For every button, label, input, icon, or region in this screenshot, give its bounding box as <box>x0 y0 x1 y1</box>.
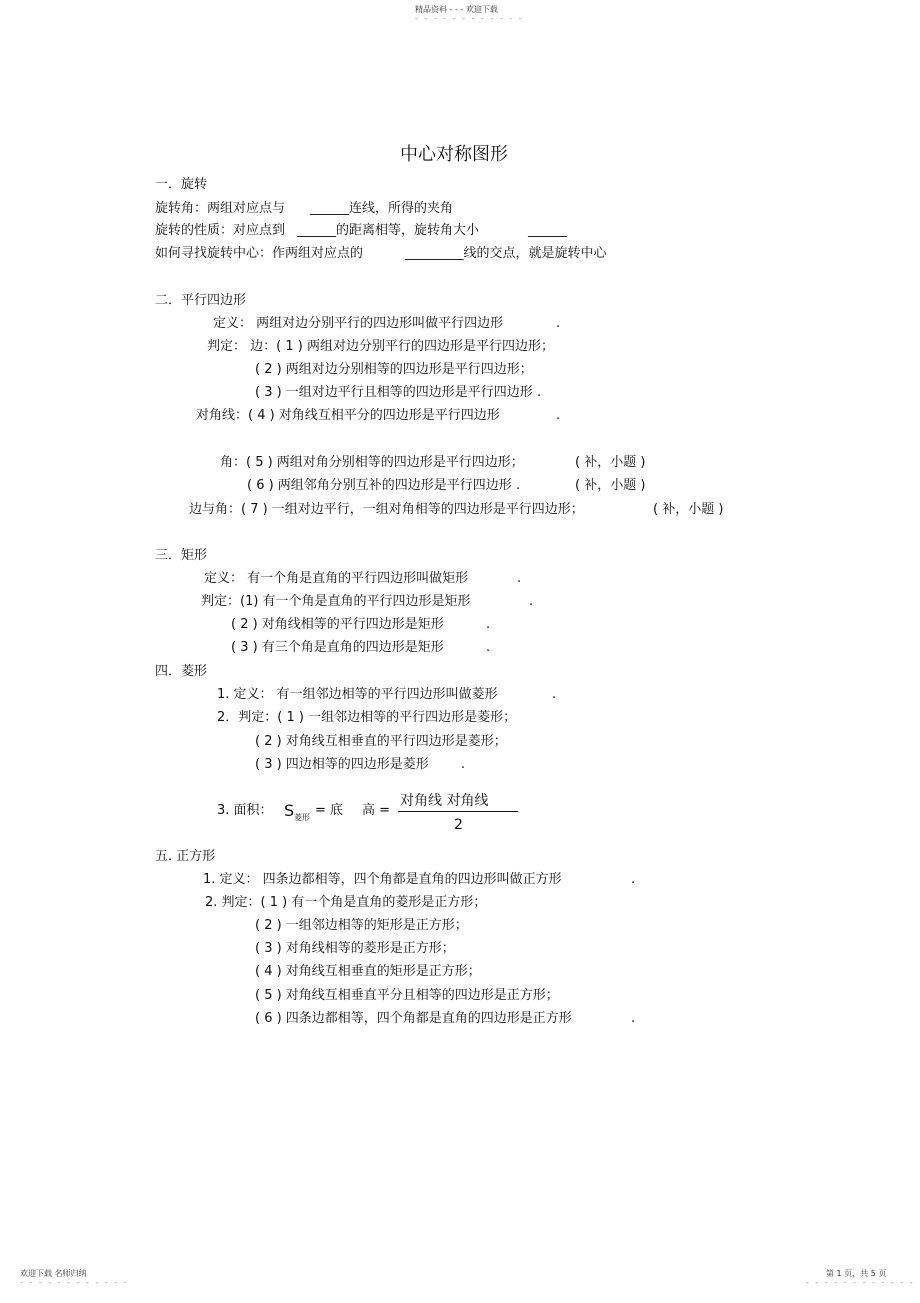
s2-definition-dot: . <box>556 316 561 331</box>
s2-judge-7: 边与角：( 7 ) 一组对边平行，一组对角相等的四边形是平行四边形； <box>189 502 584 517</box>
s2-judge-7-note: ( 补，小题 ) <box>653 502 724 517</box>
s1-line-3b: _________线的交点，就是旋转中心 <box>405 246 607 261</box>
s5-definition-dot: . <box>631 872 636 887</box>
section-2-heading: 二．平行四边形 <box>155 293 247 308</box>
footer-left-text: 欢迎下载 名师归纳 <box>20 1269 87 1278</box>
s2-judge-2: ( 2 ) 两组对边分别相等的四边形是平行四边形； <box>255 362 533 377</box>
page-header-dots: - - - - - - - - - - - - <box>415 14 524 23</box>
s1-line-2b: ______的距离相等，旋转角大小 <box>297 223 480 238</box>
s2-definition: 定义： 两组对边分别平行的四边形叫做平行四边形 <box>213 316 504 331</box>
s2-judge-4: 对角线：( 4 ) 对角线互相平分的四边形是平行四边形 <box>196 408 500 423</box>
s5-judge-4: ( 4 ) 对角线互相垂直的矩形是正方形； <box>255 964 481 979</box>
s3-definition: 定义： 有一个角是直角的平行四边形叫做矩形 <box>204 571 469 586</box>
s4-definition-dot: . <box>552 687 557 702</box>
section-3-heading: 三．矩形 <box>155 548 208 563</box>
footer-right-dots: - - - - - - - - - - - - <box>806 1278 915 1287</box>
s3-judge-1: 判定：(1) 有一个角是直角的平行四边形是矩形 <box>201 594 471 609</box>
s2-judge-3: ( 3 ) 一组对边平行且相等的四边形是平行四边形 . <box>255 385 542 400</box>
s3-judge-3-dot: . <box>486 640 491 655</box>
s5-judge-1: 2. 判定：( 1 ) 有一个角是直角的菱形是正方形； <box>205 895 487 910</box>
s2-judge-1: 判定： 边：( 1 ) 两组对边分别平行的四边形是平行四边形； <box>207 339 554 354</box>
s5-judge-5: ( 5 ) 对角线互相垂直平分且相等的四边形是正方形； <box>255 988 559 1003</box>
s2-judge-5-note: ( 补，小题 ) <box>575 455 646 470</box>
s3-definition-dot: . <box>517 571 522 586</box>
area-fraction-numerator: 对角线 对角线 <box>400 793 489 809</box>
s5-judge-2: ( 2 ) 一组邻边相等的矩形是正方形； <box>255 918 468 933</box>
s5-judge-3: ( 3 ) 对角线相等的菱形是正方形； <box>255 941 455 956</box>
s1-line-3a: 如何寻找旋转中心：作两组对应点的 <box>155 246 364 261</box>
s1-line-2a: 旋转的性质：对应点到 <box>155 223 286 238</box>
page-title: 中心对称图形 <box>400 144 508 165</box>
page-header-text: 精品资料 - - - 欢迎下载 <box>415 5 498 14</box>
s4-judge-3: ( 3 ) 四边相等的四边形是菱形 <box>255 757 429 772</box>
section-1-heading: 一．旋转 <box>155 177 208 192</box>
area-equals-base: = 底 <box>315 803 344 818</box>
s5-judge-6-dot: . <box>631 1011 636 1026</box>
s3-judge-2: ( 2 ) 对角线相等的平行四边形是矩形 <box>231 617 444 632</box>
area-equals-height: 高 = <box>362 803 391 818</box>
s4-judge-1: 2．判定：( 1 ) 一组邻边相等的平行四边形是菱形； <box>217 710 517 725</box>
s3-judge-3: ( 3 ) 有三个角是直角的四边形是矩形 <box>231 640 444 655</box>
area-fraction-denominator: 2 <box>454 817 463 833</box>
s2-judge-6-note: ( 补，小题 ) <box>575 478 646 493</box>
s2-judge-6: ( 6 ) 两组邻角分别互补的四边形是平行四边形 . <box>247 478 521 493</box>
s3-judge-1-dot: . <box>529 594 534 609</box>
s1-line-1b: ______连线，所得的夹角 <box>310 201 454 216</box>
section-5-heading: 五. 正方形 <box>155 849 216 864</box>
footer-page-number: 第 1 页，共 5 页 <box>826 1269 887 1278</box>
s5-definition: 1. 定义： 四条边都相等，四个角都是直角的四边形叫做正方形 <box>203 872 562 887</box>
area-fraction-bar <box>398 811 518 812</box>
area-symbol-s: S <box>284 801 295 820</box>
s4-definition: 1. 定义： 有一组邻边相等的平行四边形叫做菱形 <box>217 687 498 702</box>
section-4-heading: 四．菱形 <box>155 664 208 679</box>
s2-judge-4-dot: . <box>556 408 561 423</box>
s3-judge-2-dot: . <box>486 617 491 632</box>
s4-judge-2: ( 2 ) 对角线互相垂直的平行四边形是菱形； <box>255 734 507 749</box>
s2-judge-5: 角：( 5 ) 两组对角分别相等的四边形是平行四边形； <box>220 455 524 470</box>
s1-line-1a: 旋转角：两组对应点与 <box>155 201 286 216</box>
area-symbol-subscript: 菱形 <box>294 813 310 822</box>
s4-judge-3-dot: . <box>461 757 466 772</box>
s1-line-2c: ______ <box>528 223 567 238</box>
s5-judge-6: ( 6 ) 四条边都相等，四个角都是直角的四边形是正方形 <box>255 1011 572 1026</box>
footer-left-dots: - - - - - - - - - - - - <box>20 1278 129 1287</box>
area-label: 3. 面积： <box>217 803 273 818</box>
